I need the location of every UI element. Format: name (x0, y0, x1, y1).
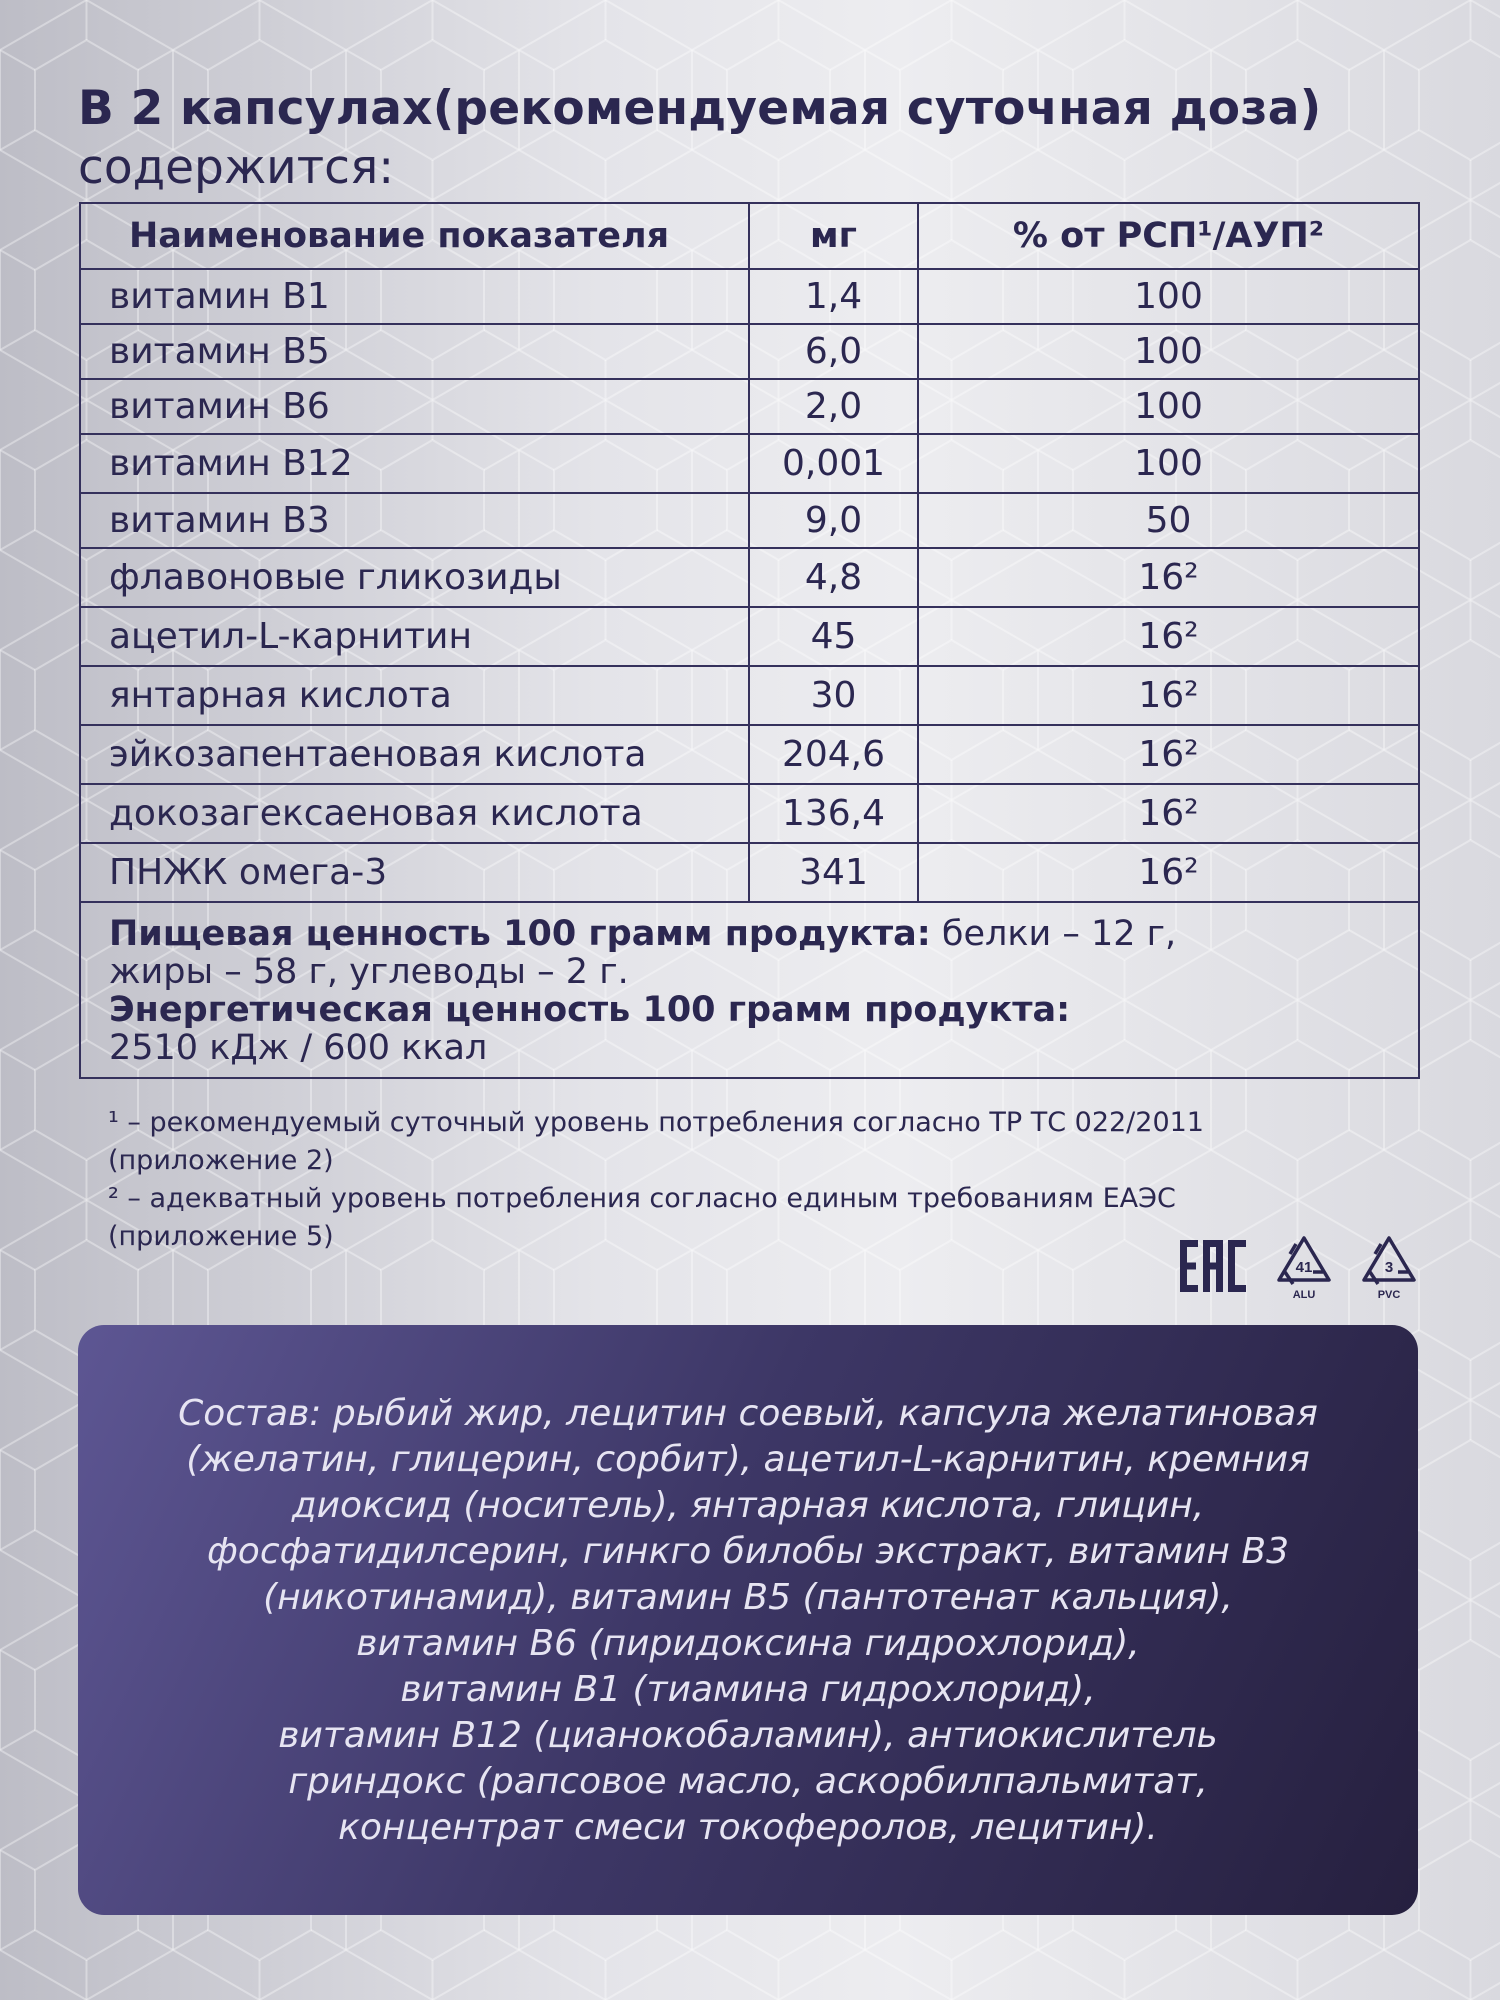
table-row (80, 548, 1419, 607)
pvc-label: PVC (1377, 1289, 1401, 1301)
row-name: витамин В12 (80, 434, 749, 493)
row-mg: 2,0 (749, 379, 918, 434)
heading-title: В 2 капсулах(рекомендуемая суточная доза) (78, 81, 1322, 136)
composition-line: витамин В1 (тиамина гидрохлорид), (400, 1669, 1096, 1710)
footnote-2-line-1: ² – адекватный уровень потребления согласно единым требованиям ЕАЭС (108, 1183, 1176, 1214)
pvc-number: 3 (1384, 1259, 1394, 1276)
row-percent: 100 (918, 379, 1419, 434)
nutrition-value-cell (80, 902, 1419, 1078)
row-percent: 16² (918, 548, 1419, 607)
row-name: витамин В5 (80, 324, 749, 379)
row-mg: 1,4 (749, 269, 918, 324)
table-row (80, 324, 1419, 379)
composition-line: Состав: рыбий жир, лецитин соевый, капсула желатиновая (178, 1393, 1318, 1434)
table-row (80, 725, 1419, 784)
row-mg: 30 (749, 666, 918, 725)
table-row (80, 843, 1419, 902)
row-mg: 136,4 (749, 784, 918, 843)
page-heading (78, 78, 1438, 196)
composition-line: витамин В6 (пиридоксина гидрохлорид), (356, 1623, 1140, 1664)
nutrition-value-1: белки – 12 г, (930, 914, 1177, 954)
row-name: витамин В1 (80, 269, 749, 324)
certification-marks (1175, 1232, 1425, 1304)
composition-line: (никотинамид), витамин В5 (пантотенат кальция), (263, 1577, 1233, 1618)
table-row (80, 493, 1419, 548)
row-mg: 6,0 (749, 324, 918, 379)
nutrition-table (79, 202, 1420, 1079)
row-percent: 100 (918, 434, 1419, 493)
row-mg: 341 (749, 843, 918, 902)
nutrition-line-1 (109, 915, 1394, 953)
table-header-row (80, 203, 1419, 269)
table-row (80, 666, 1419, 725)
table-row (80, 379, 1419, 434)
column-header-percent: % от РСП¹/АУП² (918, 203, 1419, 269)
row-name: докозагексаеновая кислота (80, 784, 749, 843)
composition-panel (78, 1325, 1418, 1915)
table-row (80, 784, 1419, 843)
row-mg: 4,8 (749, 548, 918, 607)
row-mg: 204,6 (749, 725, 918, 784)
table-row (80, 607, 1419, 666)
heading-subtitle: содержится: (78, 140, 395, 195)
nutrition-value-2: жиры – 58 г, углеводы – 2 г. (109, 952, 629, 992)
eac-mark-icon (1180, 1240, 1246, 1292)
row-name: витамин В3 (80, 493, 749, 548)
alu-number: 41 (1295, 1259, 1313, 1276)
row-percent: 16² (918, 666, 1419, 725)
row-percent: 100 (918, 269, 1419, 324)
nutrition-label: Пищевая ценность 100 грамм продукта: (109, 914, 931, 954)
column-header-mg: мг (749, 203, 918, 269)
row-name: витамин В6 (80, 379, 749, 434)
table-row (80, 434, 1419, 493)
footnote-1-line-2: (приложение 2) (108, 1145, 334, 1176)
row-name: ПНЖК омега-3 (80, 843, 749, 902)
row-name: ацетил-L-карнитин (80, 607, 749, 666)
composition-line: витамин В12 (цианокобаламин), антиокислитель (278, 1715, 1218, 1756)
composition-line: (желатин, глицерин, сорбит), ацетил-L-карнитин, кремния (186, 1439, 1310, 1480)
composition-line: концентрат смеси токоферолов, лецитин). (338, 1807, 1158, 1848)
row-percent: 100 (918, 324, 1419, 379)
footnote-2-line-2: (приложение 5) (108, 1221, 334, 1252)
row-percent: 16² (918, 843, 1419, 902)
nutrition-value-row (80, 902, 1419, 1078)
row-mg: 45 (749, 607, 918, 666)
table-row (80, 269, 1419, 324)
row-name: янтарная кислота (80, 666, 749, 725)
alu-label: ALU (1292, 1289, 1316, 1301)
footnote-1-line-1: ¹ – рекомендуемый суточный уровень потребления согласно ТР ТС 022/2011 (108, 1107, 1204, 1138)
row-name: флавоновые гликозиды (80, 548, 749, 607)
row-percent: 50 (918, 493, 1419, 548)
row-percent: 16² (918, 725, 1419, 784)
row-mg: 0,001 (749, 434, 918, 493)
row-percent: 16² (918, 784, 1419, 843)
energy-label: Энергетическая ценность 100 грамм продукта: (109, 990, 1071, 1030)
column-header-name: Наименование показателя (80, 203, 749, 269)
composition-line: гриндокс (рапсовое масло, аскорбилпальмитат, (288, 1761, 1208, 1802)
row-percent: 16² (918, 607, 1419, 666)
energy-value: 2510 кДж / 600 ккал (109, 1028, 488, 1068)
row-name: эйкозапентаеновая кислота (80, 725, 749, 784)
composition-text (108, 1391, 1388, 1851)
row-mg: 9,0 (749, 493, 918, 548)
composition-line: диоксид (носитель), янтарная кислота, глицин, (291, 1485, 1205, 1526)
composition-line: фосфатидилсерин, гинкго билобы экстракт, витамин В3 (207, 1531, 1289, 1572)
